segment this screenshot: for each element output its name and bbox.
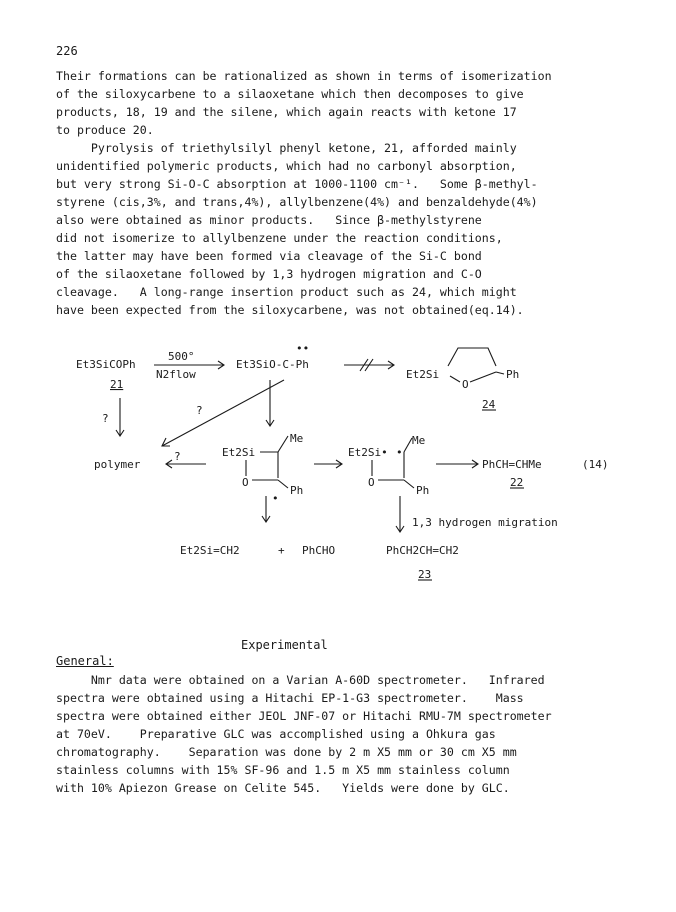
compound-number-21: 21 [110,378,124,391]
text-line: spectra were obtained either JEOL JNF-07 or Hitachi RMU-7M spectrometer [56,709,552,723]
bond [278,436,288,452]
radical-o: O [368,476,375,489]
reaction-scheme-14 [56,336,616,596]
text-line: of the siloxycarbene to a silaoxetane which then decomposes to give [56,87,524,101]
arrow-carbene-polymer [162,380,284,446]
product-22: PhCH=CHMe [482,458,542,471]
oxetane-o: O [242,476,249,489]
dot: • [272,492,279,505]
text-line: spectra were obtained using a Hitachi EP-1-G3 spectrometer. Mass [56,691,524,705]
text-line: stainless columns with 15% SF-96 and 1.5 m X5 mm stainless column [56,763,510,777]
arrow-label-flow: N2flow [156,368,196,381]
question-mark: ? [174,450,181,463]
arrow-label-temperature: 500° [168,350,195,363]
plus-sign: + [278,544,285,557]
page-number: 226 [56,44,78,58]
radical-si: Et2Si• [348,446,388,459]
oxetane-me: Me [290,432,304,445]
radical-ph: Ph [416,484,430,497]
siloxycarbene: Et3SiO-C-Ph [236,358,309,371]
text-line: have been expected from the siloxycarbene, was not obtained(eq.14). [56,303,524,317]
text-line: but very strong Si-O-C absorption at 1000-1100 cm⁻¹. Some β-methyl- [56,177,538,191]
bond [278,480,288,488]
allylbenzene: PhCH2CH=CH2 [386,544,459,557]
oxetane-ph: Ph [290,484,304,497]
benzaldehyde: PhCHO [302,544,336,557]
reactant-21: Et3SiCOPh [76,358,136,371]
text-line: at 70eV. Preparative GLC was accomplished using a Ohkura gas [56,727,496,741]
text-line: did not isomerize to allylbenzene under the reaction conditions, [56,231,503,245]
polymer-label: polymer [94,458,141,471]
text-line: Nmr data were obtained on a Varian A-60D spectrometer. Infrared [56,673,545,687]
text-line: Pyrolysis of triethylsilyl phenyl ketone, 21, afforded mainly [56,141,517,155]
section-title: Experimental [241,638,328,652]
compound-number-23: 23 [418,568,432,581]
text-line: products, 18, 19 and the silene, which again reacts with ketone 17 [56,105,517,119]
equation-number: (14) [582,458,609,471]
ring-si: Et2Si [406,368,440,381]
question-mark: ? [102,412,109,425]
ring-o: O [462,378,469,391]
text-line: the latter may have been formed via cleavage of the Si-C bond [56,249,482,263]
text-line: of the silaoxetane followed by 1,3 hydrogen migration and C-O [56,267,482,281]
general-heading: General: [56,654,114,668]
compound-number-24: 24 [482,398,496,411]
ring-ph: Ph [506,368,520,381]
radical-me: Me [412,434,426,447]
text-line: unidentified polymeric products, which had no carbonyl absorption, [56,159,517,173]
silene: Et2Si=CH2 [180,544,240,557]
radical-dot: • [396,446,403,459]
compound-number-22: 22 [510,476,524,489]
text-line: chromatography. Separation was done by 2 m X5 mm or 30 cm X5 mm [56,745,517,759]
text-line: cleavage. A long-range insertion product such as 24, which might [56,285,517,299]
bond [404,438,412,452]
question-mark: ? [196,404,203,417]
bond [496,372,504,374]
ring-bonds [448,348,496,366]
text-line: Their formations can be rationalized as shown in terms of isomerization [56,69,552,83]
text-line: with 10% Apiezon Grease on Celite 545. Yields were done by GLC. [56,781,510,795]
text-line: to produce 20. [56,123,154,137]
migration-label: 1,3 hydrogen migration [412,516,558,529]
oxetane-si: Et2Si [222,446,256,459]
text-line: also were obtained as minor products. Since β-methylstyrene [56,213,482,227]
text-line: styrene (cis,3%, and trans,4%), allylbenzene(4%) and benzaldehyde(4%) [56,195,538,209]
carbene-dots: •• [296,342,310,355]
bond [404,480,414,488]
bond [470,372,496,382]
bond [450,376,460,382]
